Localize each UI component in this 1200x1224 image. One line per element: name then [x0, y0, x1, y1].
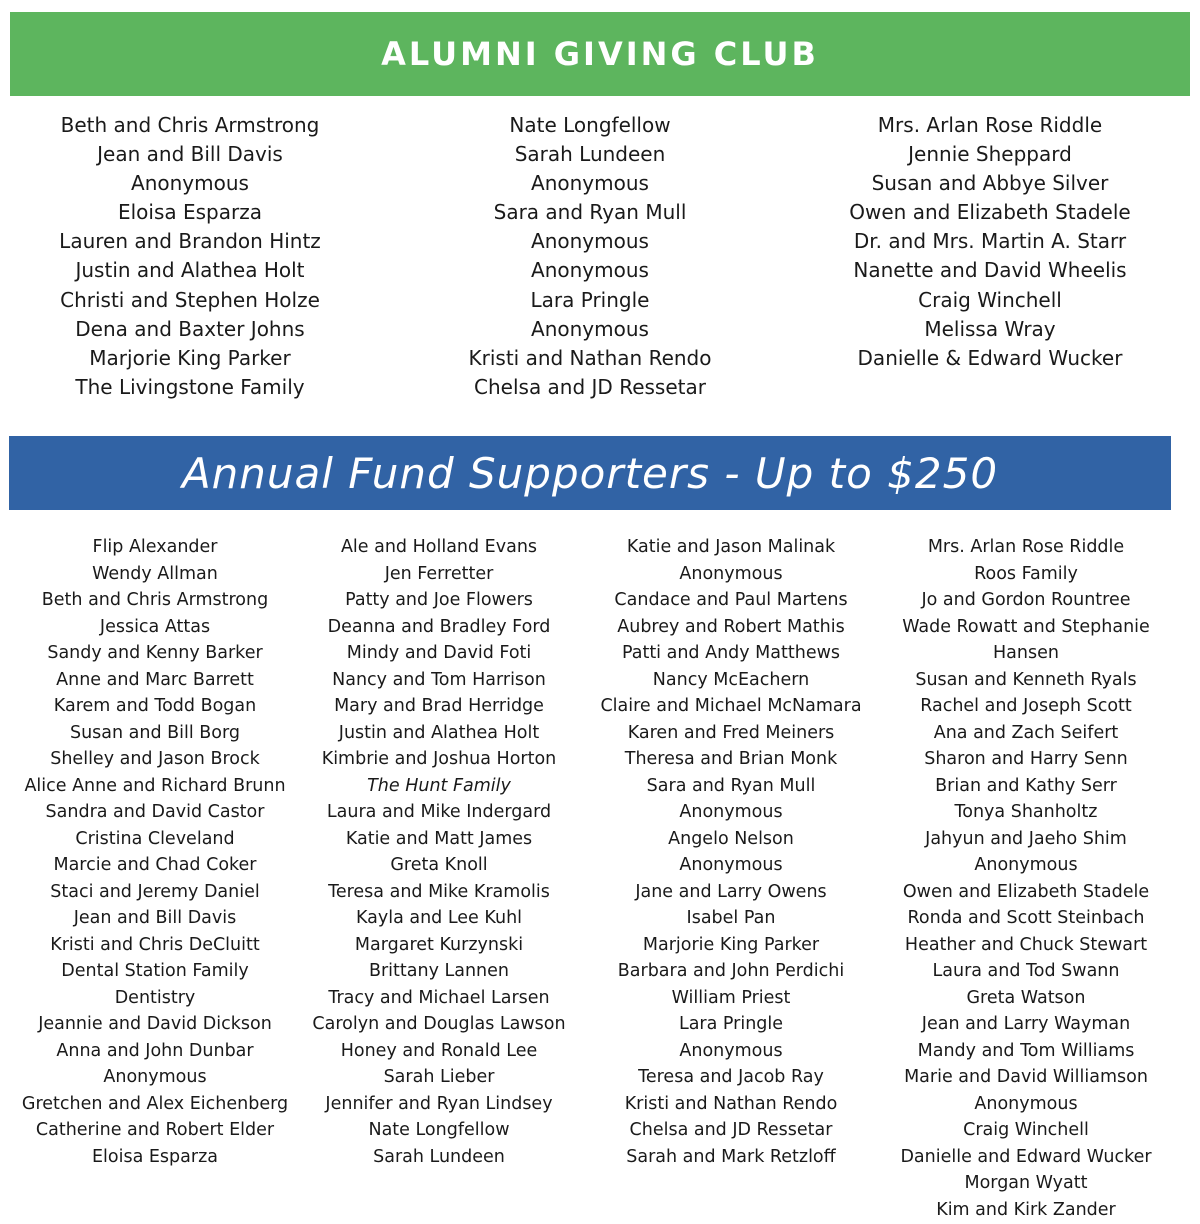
annual-fund-banner — [9, 436, 1171, 510]
donor-name: Jean and Bill Davis — [73, 908, 237, 928]
donor-name: Mandy and Tom Williams — [917, 1040, 1135, 1061]
alumni-column-1 — [40, 111, 340, 402]
donor-name: Anonymous — [103, 1067, 207, 1087]
donor-name: Dr. and Mrs. Martin A. Starr — [853, 229, 1127, 254]
donor-name: Danielle & Edward Wucker — [857, 345, 1123, 370]
donor-name: Deanna and Bradley Ford — [327, 616, 551, 637]
donor-name: Kristi and Chris DeCluitt — [50, 934, 260, 955]
donor-name: Marjorie King Parker — [642, 934, 820, 955]
donor-name: Craig Winchell — [918, 287, 1062, 312]
donor-name: Marie and David Williamson — [904, 1067, 1148, 1087]
donor-name: Jean and Larry Wayman — [921, 1014, 1131, 1034]
donor-name: Beth and Chris Armstrong — [41, 590, 269, 610]
donor-name: Anonymous — [679, 855, 783, 875]
donor-name: Jennie Sheppard — [908, 142, 1072, 167]
donor-name: Susan and Kenneth Ryals — [915, 669, 1137, 690]
donor-name: Greta Watson — [966, 987, 1086, 1008]
donor-name: The Livingstone Family — [75, 374, 305, 399]
donor-name: Marjorie King Parker — [89, 345, 291, 370]
donor-name: Theresa and Brian Monk — [624, 749, 838, 769]
donor-name: Kayla and Lee Kuhl — [355, 908, 523, 928]
donor-name: Ana and Zach Seifert — [933, 722, 1119, 743]
donor-name: Kimbrie and Joshua Horton — [321, 749, 557, 769]
donor-name: Dena and Baxter Johns — [75, 316, 305, 341]
donor-name: Sarah Lieber — [383, 1067, 495, 1087]
donor-name: Sarah Lundeen — [373, 1146, 505, 1167]
donor-name: Jean and Bill Davis — [97, 142, 283, 167]
donor-name: Shelley and Jason Brock — [50, 749, 260, 769]
donor-name: Flip Alexander — [92, 537, 218, 557]
donor-name: Brittany Lannen — [368, 961, 510, 981]
donor-name: Sara and Ryan Mull — [493, 200, 687, 225]
donor-name: Anonymous — [974, 1093, 1078, 1114]
donor-name: Christi and Stephen Holze — [60, 287, 320, 312]
donor-name: Kim and Kirk Zander — [936, 1199, 1116, 1220]
donor-name: Dentistry — [114, 987, 196, 1008]
donor-name: Isabel Pan — [686, 908, 776, 928]
donor-name: Catherine and Robert Elder — [35, 1120, 275, 1140]
donor-name: Angelo Nelson — [668, 828, 794, 849]
annual-fund-column-3 — [590, 534, 872, 1170]
donor-name: Melissa Wray — [924, 316, 1056, 341]
donor-name: Mrs. Arlan Rose Riddle — [927, 537, 1125, 557]
donor-name: Jane and Larry Owens — [635, 881, 827, 902]
annual-fund-column-1 — [15, 534, 295, 1170]
donor-name: Patty and Joe Flowers — [345, 590, 533, 610]
annual-fund-column-2 — [300, 534, 578, 1170]
donor-name: Anonymous — [531, 229, 649, 254]
donor-name: Margaret Kurzynski — [354, 934, 524, 955]
donor-name: Anonymous — [531, 171, 649, 196]
donor-name: Ronda and Scott Steinbach — [907, 908, 1145, 928]
donor-name: Tracy and Michael Larsen — [328, 987, 550, 1008]
donor-name: Anna and John Dunbar — [56, 1040, 254, 1061]
annual-fund-column-4 — [882, 534, 1170, 1223]
donor-name: Cristina Cleveland — [75, 828, 235, 849]
donor-name: Anonymous — [679, 563, 783, 584]
donor-name: Nancy and Tom Harrison — [332, 669, 546, 690]
donor-name: Lara Pringle — [530, 287, 650, 312]
donor-name: Ale and Holland Evans — [340, 537, 538, 557]
donor-name: Justin and Alathea Holt — [338, 722, 540, 743]
donor-name: Lara Pringle — [678, 1014, 784, 1034]
donor-name: Rachel and Joseph Scott — [920, 696, 1132, 716]
donor-name: Anonymous — [531, 316, 649, 341]
donor-name: Teresa and Mike Kramolis — [328, 881, 550, 902]
donor-name: Mary and Brad Herridge — [334, 696, 544, 716]
donor-name: Kristi and Nathan Rendo — [624, 1093, 838, 1114]
donor-name: Chelsa and JD Ressetar — [629, 1120, 833, 1140]
donor-name: Candace and Paul Martens — [614, 590, 848, 610]
donor-name: Jeannie and David Dickson — [38, 1014, 272, 1034]
donor-name: Laura and Tod Swann — [932, 961, 1120, 981]
donor-name: Chelsa and JD Ressetar — [474, 374, 706, 399]
donor-name: Roos Family — [974, 563, 1078, 584]
alumni-giving-club-title: ALUMNI GIVING CLUB — [381, 35, 819, 73]
donor-name: Barbara and John Perdichi — [617, 961, 845, 981]
donor-name: Katie and Matt James — [345, 828, 533, 849]
donor-name: Anonymous — [974, 855, 1078, 875]
donor-name: Danielle and Edward Wucker — [900, 1146, 1152, 1167]
annual-fund-title: Annual Fund Supporters - Up to $250 — [181, 448, 999, 498]
alumni-giving-club-banner — [10, 12, 1190, 96]
donor-name: Nancy McEachern — [652, 669, 810, 690]
donor-name: Beth and Chris Armstrong — [60, 113, 320, 137]
donor-name: Patti and Andy Matthews — [621, 643, 841, 663]
donor-name: Hansen — [993, 643, 1059, 663]
donor-name: Owen and Elizabeth Stadele — [849, 200, 1131, 225]
donor-name: Nanette and David Wheelis — [853, 258, 1127, 283]
alumni-column-3 — [840, 111, 1140, 373]
donor-name: Owen and Elizabeth Stadele — [902, 881, 1150, 902]
donor-name: The Hunt Family — [367, 775, 511, 796]
donor-name: Heather and Chuck Stewart — [904, 934, 1148, 955]
donor-name: Susan and Bill Borg — [69, 722, 241, 743]
donor-name: Nate Longfellow — [509, 113, 671, 137]
donor-name: Greta Knoll — [390, 855, 488, 875]
donor-name: Sarah Lundeen — [514, 142, 666, 167]
donor-name: Nate Longfellow — [368, 1120, 510, 1140]
donor-name: Alice Anne and Richard Brunn — [24, 775, 286, 796]
donor-name: Laura and Mike Indergard — [326, 802, 552, 822]
donor-name: Jen Ferretter — [384, 563, 494, 584]
donor-name: Justin and Alathea Holt — [75, 258, 305, 283]
donor-name: Morgan Wyatt — [964, 1173, 1088, 1193]
donor-name: Mindy and David Foti — [346, 643, 532, 663]
donor-name: Eloisa Esparza — [91, 1146, 218, 1167]
donor-name: Honey and Ronald Lee — [340, 1040, 538, 1061]
donor-name: Susan and Abbye Silver — [871, 171, 1109, 196]
donor-name: Brian and Kathy Serr — [935, 775, 1117, 796]
donor-name: Claire and Michael McNamara — [600, 696, 862, 716]
donor-name: Sandra and David Castor — [45, 802, 265, 822]
donor-name: Eloisa Esparza — [117, 200, 262, 225]
donor-name: Craig Winchell — [963, 1120, 1089, 1140]
donor-name: Tonya Shanholtz — [954, 802, 1098, 822]
donor-name: Gretchen and Alex Eichenberg — [21, 1093, 289, 1114]
donor-name: Wade Rowatt and Stephanie — [902, 616, 1150, 637]
donor-name: Anonymous — [531, 258, 649, 283]
donor-name: Kristi and Nathan Rendo — [468, 345, 712, 370]
donor-name: Sandy and Kenny Barker — [47, 643, 263, 663]
donor-name: Dental Station Family — [61, 961, 249, 981]
donor-name: Jahyun and Jaeho Shim — [925, 828, 1127, 849]
donor-name: Wendy Allman — [92, 563, 218, 584]
donor-name: Karen and Fred Meiners — [627, 722, 835, 743]
donor-name: Anonymous — [131, 171, 249, 196]
alumni-column-2 — [440, 111, 740, 402]
donor-name: Lauren and Brandon Hintz — [59, 229, 321, 254]
donor-name: Marcie and Chad Coker — [53, 855, 257, 875]
donor-name: Jessica Attas — [99, 616, 211, 637]
donor-name: Sara and Ryan Mull — [646, 775, 816, 796]
donor-name: Jo and Gordon Rountree — [921, 590, 1131, 610]
donor-name: Mrs. Arlan Rose Riddle — [877, 113, 1103, 137]
donor-name: Anonymous — [679, 802, 783, 822]
donor-name: Teresa and Jacob Ray — [638, 1067, 824, 1087]
donor-name: Katie and Jason Malinak — [626, 537, 836, 557]
donor-name: William Priest — [671, 987, 791, 1008]
donor-name: Sarah and Mark Retzloff — [626, 1146, 836, 1167]
donor-name: Jennifer and Ryan Lindsey — [325, 1093, 553, 1114]
donor-name: Sharon and Harry Senn — [924, 749, 1128, 769]
donor-name: Staci and Jeremy Daniel — [50, 881, 260, 902]
donor-name: Carolyn and Douglas Lawson — [312, 1014, 566, 1034]
donor-name: Anne and Marc Barrett — [56, 669, 254, 690]
donor-name: Anonymous — [679, 1040, 783, 1061]
donor-name: Karem and Todd Bogan — [53, 696, 257, 716]
donor-name: Aubrey and Robert Mathis — [617, 616, 845, 637]
